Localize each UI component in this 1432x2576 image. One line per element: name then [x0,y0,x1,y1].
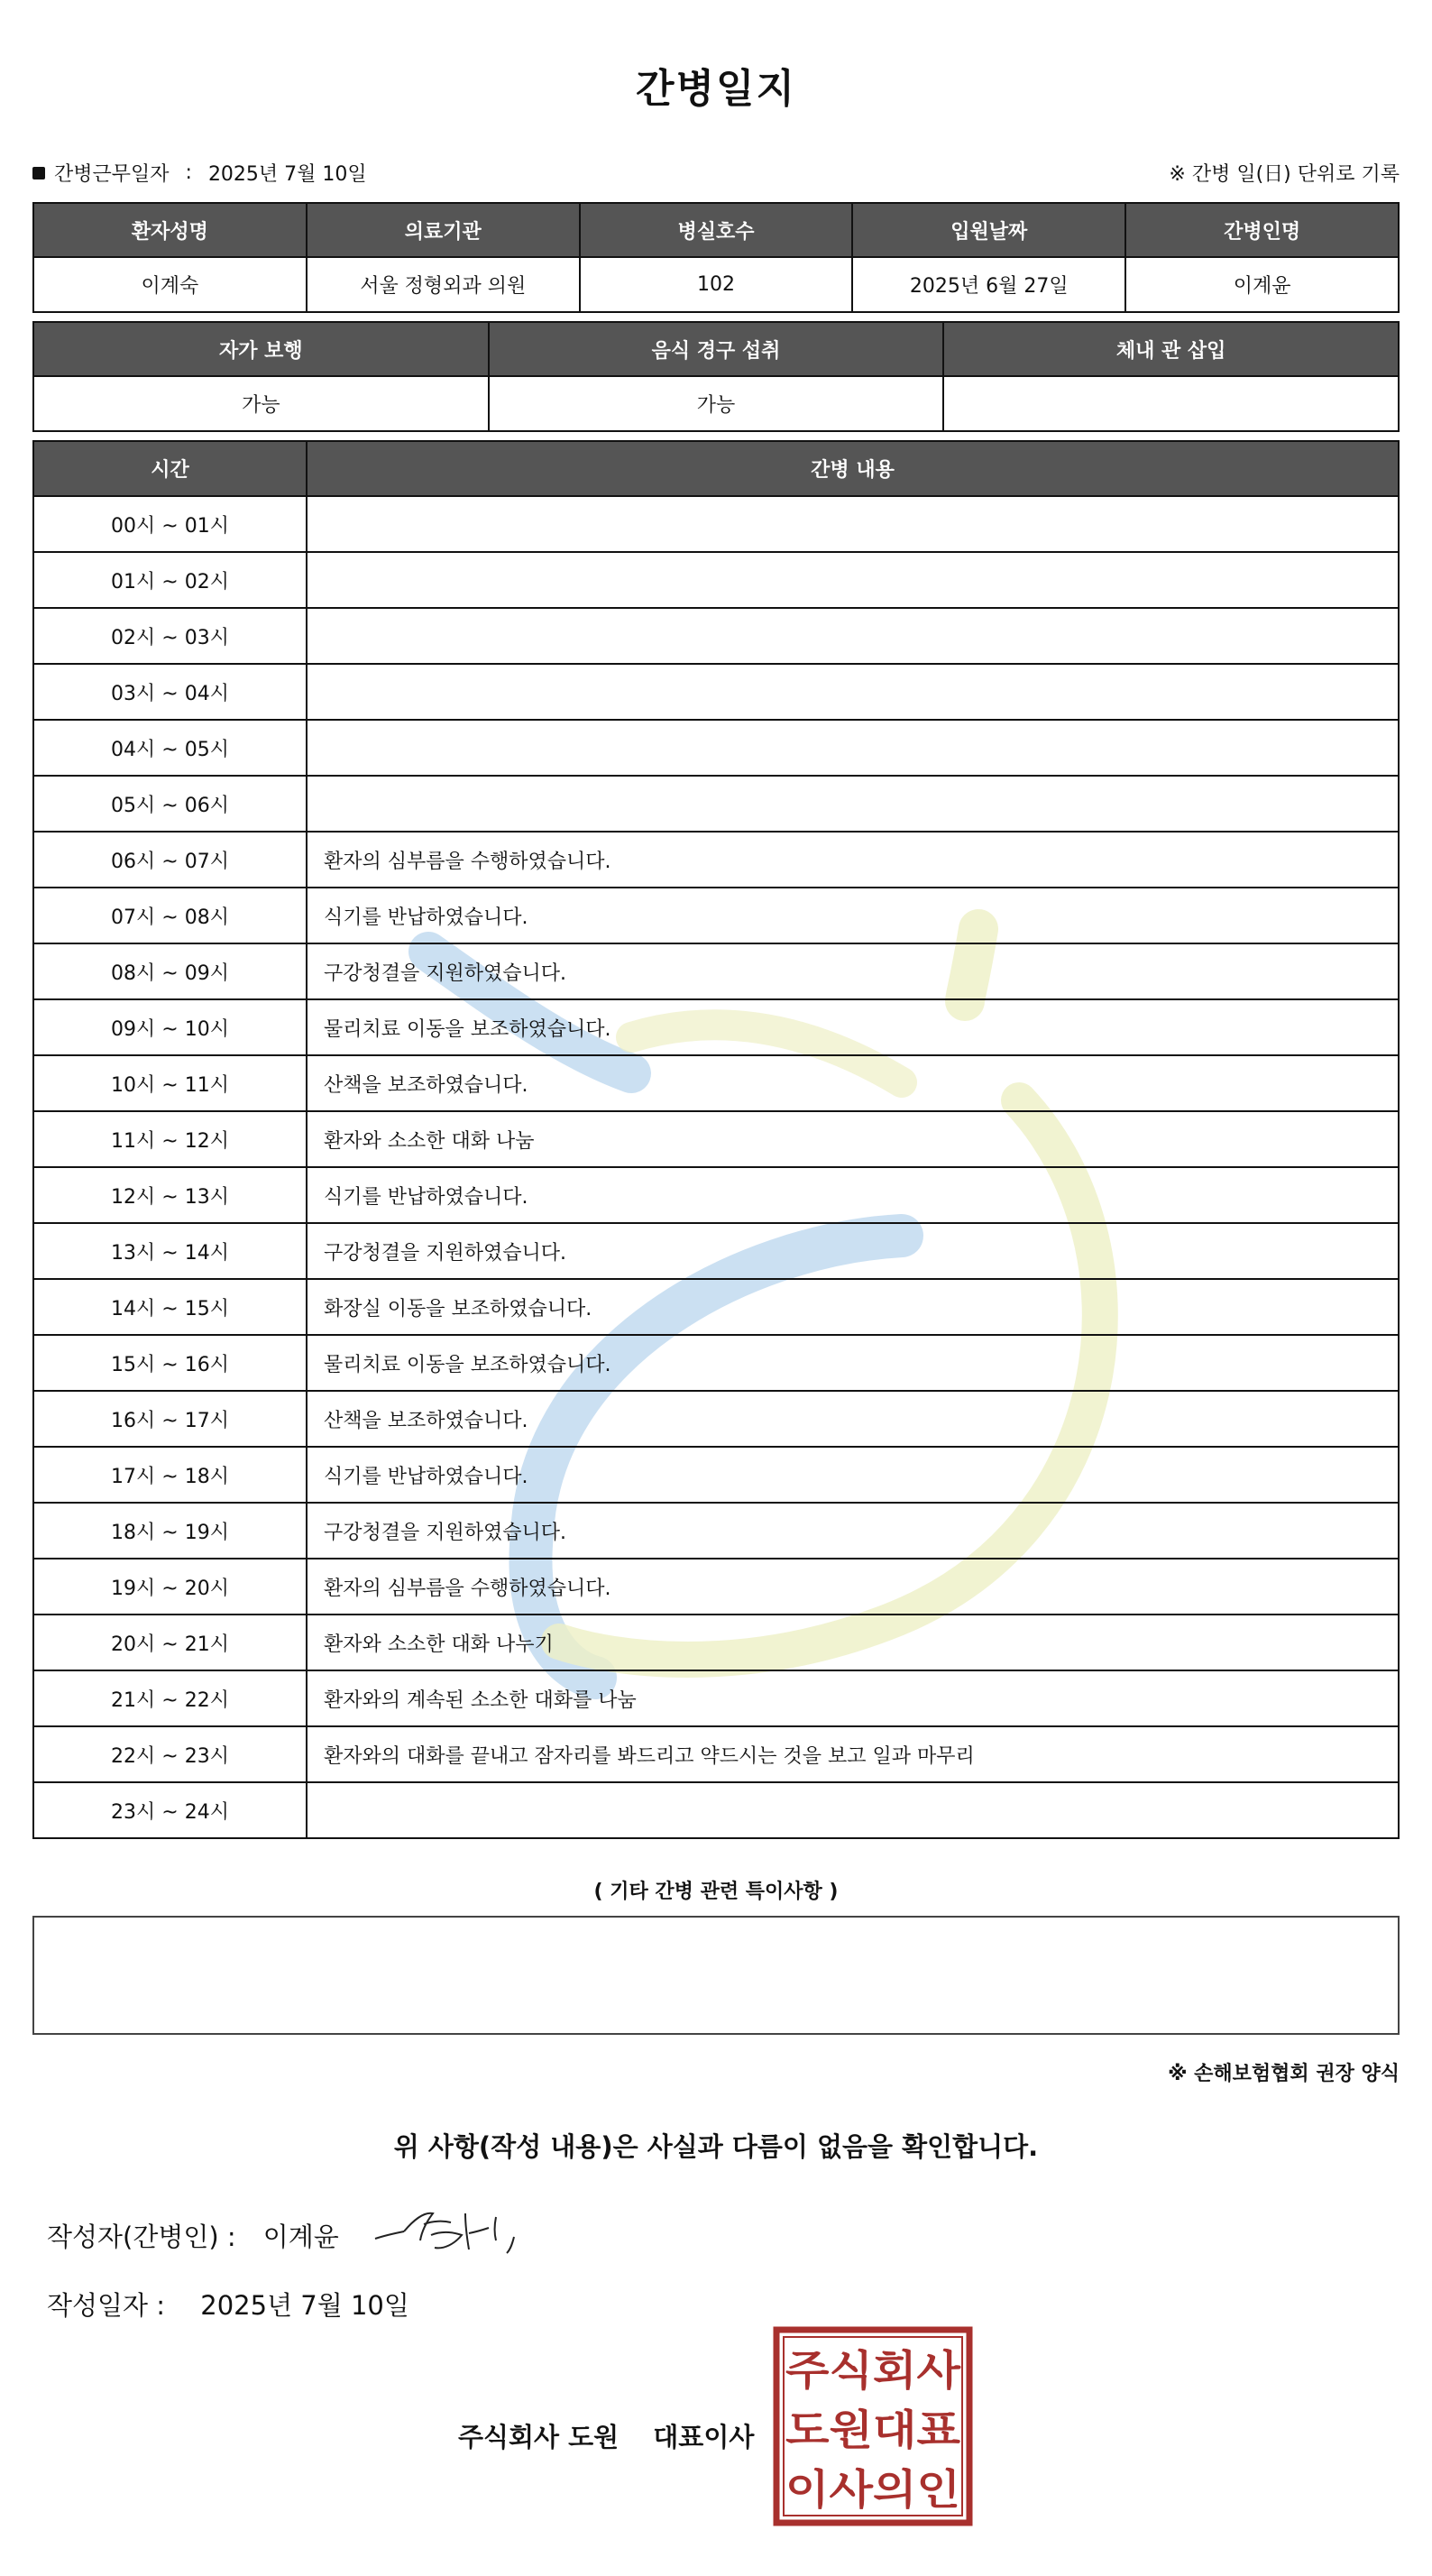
care-content [307,776,1399,832]
header-room-number: 병실호수 [580,203,853,257]
page-title: 간병일지 [635,66,796,112]
work-date-value: 2025년 7월 10일 [207,163,367,186]
time-slot: 08시 ~ 09시 [33,943,307,999]
work-date-colon: : [185,161,192,184]
table-row [33,1391,1399,1447]
seal-text-line: 이사의인 [785,2465,960,2514]
header-admission-date: 입원날짜 [852,203,1125,257]
care-content: 물리치료 이동을 보조하였습니다. [307,999,1399,1055]
caregiver-name: 이계윤 [1125,257,1399,312]
table-row [33,608,1399,664]
table-row [33,1055,1399,1111]
patient-ability-table [32,321,1400,432]
table-row [33,1335,1399,1391]
care-content: 환자와의 대화를 끝내고 잠자리를 봐드리고 약드시는 것을 보고 일과 마무리 [307,1726,1399,1782]
care-content: 구강청결을 지원하였습니다. [307,1503,1399,1559]
header-time: 시간 [33,441,307,496]
table-row [33,1223,1399,1279]
care-content: 식기를 반납하였습니다. [307,1167,1399,1223]
table-row [33,552,1399,608]
care-content: 산책을 보조하였습니다. [307,1055,1399,1111]
time-slot: 05시 ~ 06시 [33,776,307,832]
care-content: 구강청결을 지원하였습니다. [307,1223,1399,1279]
header-hospital: 의료기관 [307,203,580,257]
table-row [33,943,1399,999]
care-content: 식기를 반납하였습니다. [307,1447,1399,1503]
care-content: 산책을 보조하였습니다. [307,1391,1399,1447]
patient-info-table [32,202,1400,313]
representative-title: 대표이사 [653,2422,755,2452]
patient-name: 이계숙 [33,257,307,312]
header-care-content: 간병 내용 [307,441,1399,496]
recommendation-note: ※ 손해보험협회 권장 양식 [1168,2063,1400,2085]
table-row [33,832,1399,888]
time-slot: 01시 ~ 02시 [33,552,307,608]
table-header-row [33,203,1399,257]
time-slot: 07시 ~ 08시 [33,888,307,943]
time-slot: 09시 ~ 10시 [33,999,307,1055]
table-row [33,1503,1399,1559]
table-row [33,1279,1399,1335]
notes-title: ( 기타 간병 관련 특이사항 ) [593,1881,839,1903]
writer-row [47,2217,339,2254]
table-row [33,257,1399,312]
daily-record-note: ※ 간병 일(日) 단위로 기록 [1169,163,1400,186]
seal-text-line: 주식회사 [785,2346,961,2395]
written-date-row [47,2286,409,2323]
care-content: 환자와 소소한 대화 나누기 [307,1615,1399,1670]
table-row [33,1111,1399,1167]
header-tube-insertion: 체내 관 삽입 [943,322,1399,376]
table-row [33,496,1399,552]
time-slot: 18시 ~ 19시 [33,1503,307,1559]
time-slot: 13시 ~ 14시 [33,1223,307,1279]
company-signature-line [458,2417,754,2454]
care-log-table [32,440,1400,1839]
time-slot: 17시 ~ 18시 [33,1447,307,1503]
seal-text-line: 도원대표 [785,2406,961,2454]
company-name: 주식회사 도원 [458,2422,620,2452]
time-slot: 22시 ~ 23시 [33,1726,307,1782]
time-slot: 11시 ~ 12시 [33,1111,307,1167]
confirmation-statement: 위 사항(작성 내용)은 사실과 다름이 없음을 확인합니다. [393,2131,1039,2162]
table-header-row [33,322,1399,376]
work-date-row [32,159,367,187]
care-content [307,608,1399,664]
table-row [33,888,1399,943]
written-date-value: 2025년 7월 10일 [200,2290,409,2321]
room-number: 102 [580,257,853,312]
time-slot: 12시 ~ 13시 [33,1167,307,1223]
care-content: 식기를 반납하였습니다. [307,888,1399,943]
table-row [33,1447,1399,1503]
time-slot: 15시 ~ 16시 [33,1335,307,1391]
table-row [33,376,1399,431]
time-slot: 20시 ~ 21시 [33,1615,307,1670]
header-patient-name: 환자성명 [33,203,307,257]
care-content [307,1782,1399,1838]
writer-label: 작성자(간병인) : [47,2222,236,2252]
bullet-square-icon [32,167,45,179]
time-slot: 03시 ~ 04시 [33,664,307,720]
table-row [33,1559,1399,1615]
notes-box [32,1916,1400,2035]
table-row [33,664,1399,720]
writer-name: 이계윤 [262,2222,339,2252]
care-content: 환자와 소소한 대화 나눔 [307,1111,1399,1167]
written-date-label: 작성일자 : [47,2290,166,2321]
time-slot: 00시 ~ 01시 [33,496,307,552]
table-row [33,1670,1399,1726]
table-row [33,1782,1399,1838]
care-content [307,496,1399,552]
time-slot: 02시 ~ 03시 [33,608,307,664]
work-date-label: 간병근무일자 [54,163,170,186]
header-self-walking: 자가 보행 [33,322,489,376]
self-walking-value: 가능 [33,376,489,431]
oral-intake-value: 가능 [489,376,944,431]
care-content: 화장실 이동을 보조하였습니다. [307,1279,1399,1335]
table-row [33,1726,1399,1782]
care-content: 환자와의 계속된 소소한 대화를 나눔 [307,1670,1399,1726]
tube-insertion-value [943,376,1399,431]
time-slot: 04시 ~ 05시 [33,720,307,776]
handwritten-signature [368,2194,539,2266]
table-row [33,1615,1399,1670]
time-slot: 19시 ~ 20시 [33,1559,307,1615]
care-content: 환자의 심부름을 수행하였습니다. [307,1559,1399,1615]
time-slot: 14시 ~ 15시 [33,1279,307,1335]
time-slot: 10시 ~ 11시 [33,1055,307,1111]
care-content: 구강청결을 지원하였습니다. [307,943,1399,999]
header-oral-intake: 음식 경구 섭취 [489,322,944,376]
care-content: 물리치료 이동을 보조하였습니다. [307,1335,1399,1391]
table-row [33,999,1399,1055]
table-row [33,720,1399,776]
care-content [307,552,1399,608]
time-slot: 21시 ~ 22시 [33,1670,307,1726]
care-content [307,720,1399,776]
care-content: 환자의 심부름을 수행하였습니다. [307,832,1399,888]
time-slot: 16시 ~ 17시 [33,1391,307,1447]
hospital-name: 서울 정형외과 의원 [307,257,580,312]
time-slot: 06시 ~ 07시 [33,832,307,888]
table-row [33,1167,1399,1223]
time-slot: 23시 ~ 24시 [33,1782,307,1838]
table-row [33,776,1399,832]
header-caregiver-name: 간병인명 [1125,203,1399,257]
company-seal-stamp [772,2325,974,2527]
care-content [307,664,1399,720]
table-header-row [33,441,1399,496]
admission-date: 2025년 6월 27일 [852,257,1125,312]
